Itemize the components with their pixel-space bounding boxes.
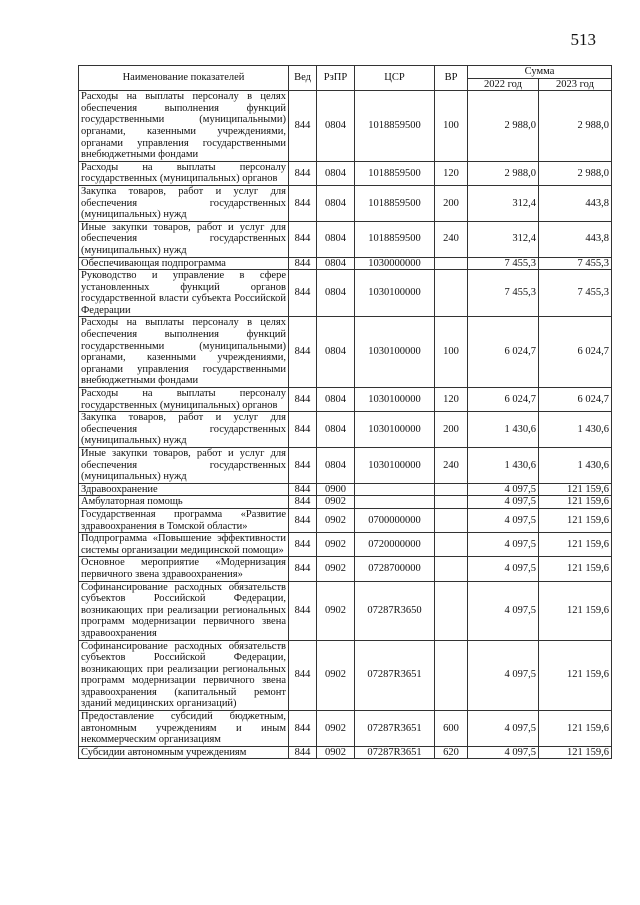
table-row [79,412,612,448]
cell-rzpr: 0902 [317,640,355,711]
cell-vr [435,557,468,581]
cell-2023: 443,8 [539,185,612,221]
header-ved: Вед [289,66,317,91]
cell-rzpr: 0902 [317,533,355,557]
cell-name: Закупка товаров, работ и услуг для обеспечения государственных (муниципальных) нужд [79,185,289,221]
budget-table [78,65,612,759]
table-row [79,533,612,557]
cell-ved: 844 [289,557,317,581]
cell-ved: 844 [289,257,317,270]
cell-vr: 100 [435,91,468,162]
cell-ved: 844 [289,746,317,759]
cell-csr [355,496,435,509]
table-row [79,257,612,270]
cell-2022: 6 024,7 [468,388,539,412]
cell-2022: 7 455,3 [468,270,539,317]
table-row [79,221,612,257]
table-header [79,66,612,91]
cell-ved: 844 [289,317,317,388]
cell-2023: 443,8 [539,221,612,257]
cell-2023: 2 988,0 [539,161,612,185]
cell-rzpr: 0804 [317,91,355,162]
cell-csr: 1030100000 [355,317,435,388]
cell-csr: 1018859500 [355,221,435,257]
cell-vr: 120 [435,161,468,185]
cell-vr: 100 [435,317,468,388]
table-row [79,640,612,711]
header-rzpr: РзПР [317,66,355,91]
cell-vr [435,483,468,496]
table-row [79,711,612,747]
cell-rzpr: 0804 [317,412,355,448]
table-body [79,91,612,759]
cell-2023: 121 159,6 [539,581,612,640]
cell-ved: 844 [289,448,317,484]
cell-2023: 121 159,6 [539,640,612,711]
cell-ved: 844 [289,533,317,557]
cell-name: Расходы на выплаты персоналу государственных (муниципальных) органов [79,388,289,412]
header-year-2023: 2023 год [539,78,612,91]
cell-2023: 121 159,6 [539,746,612,759]
cell-2022: 312,4 [468,185,539,221]
cell-2022: 4 097,5 [468,496,539,509]
table-row [79,448,612,484]
cell-csr: 1030100000 [355,388,435,412]
cell-2023: 6 024,7 [539,388,612,412]
cell-csr: 07287R3650 [355,581,435,640]
cell-ved: 844 [289,508,317,532]
cell-vr: 600 [435,711,468,747]
cell-2022: 4 097,5 [468,711,539,747]
cell-rzpr: 0902 [317,508,355,532]
cell-ved: 844 [289,270,317,317]
cell-csr: 1030000000 [355,257,435,270]
cell-name: Софинансирование расходных обязательств субъектов Российской Федерации, возникающих при реализации региональных программ модернизации первичного звена здравоохранения (капитальный ремонт зданий медицинских организаций) [79,640,289,711]
cell-rzpr: 0902 [317,496,355,509]
cell-csr: 1018859500 [355,91,435,162]
cell-2022: 4 097,5 [468,640,539,711]
cell-csr: 07287R3651 [355,640,435,711]
cell-2022: 4 097,5 [468,557,539,581]
cell-rzpr: 0804 [317,161,355,185]
table-row [79,557,612,581]
cell-name: Иные закупки товаров, работ и услуг для обеспечения государственных (муниципальных) нужд [79,448,289,484]
cell-2023: 7 455,3 [539,257,612,270]
cell-2022: 4 097,5 [468,483,539,496]
cell-vr [435,581,468,640]
cell-rzpr: 0804 [317,185,355,221]
table-row [79,270,612,317]
header-name: Наименование показателей [79,66,289,91]
table-row [79,161,612,185]
cell-2022: 4 097,5 [468,746,539,759]
cell-2022: 4 097,5 [468,508,539,532]
cell-vr [435,270,468,317]
cell-name: Руководство и управление в сфере установленных функций органов государственной власти субъекта Российской Федерации [79,270,289,317]
cell-2022: 4 097,5 [468,581,539,640]
table-row [79,508,612,532]
cell-ved: 844 [289,640,317,711]
cell-rzpr: 0804 [317,317,355,388]
cell-2022: 2 988,0 [468,161,539,185]
cell-vr: 200 [435,412,468,448]
cell-rzpr: 0902 [317,746,355,759]
cell-2023: 121 159,6 [539,557,612,581]
cell-2022: 4 097,5 [468,533,539,557]
cell-name: Софинансирование расходных обязательств субъектов Российской Федерации, возникающих при реализации региональных программ модернизации первичного звена здравоохранения [79,581,289,640]
cell-name: Основное мероприятие «Модернизация первичного звена здравоохранения» [79,557,289,581]
cell-2023: 121 159,6 [539,711,612,747]
cell-2023: 7 455,3 [539,270,612,317]
table-row [79,388,612,412]
header-sum: Сумма [468,66,612,79]
table-row [79,483,612,496]
cell-name: Расходы на выплаты персоналу государственных (муниципальных) органов [79,161,289,185]
table-row [79,581,612,640]
cell-name: Закупка товаров, работ и услуг для обеспечения государственных (муниципальных) нужд [79,412,289,448]
cell-name: Государственная программа «Развитие здравоохранения в Томской области» [79,508,289,532]
table-row [79,496,612,509]
table-row [79,185,612,221]
cell-name: Здравоохранение [79,483,289,496]
cell-2022: 1 430,6 [468,412,539,448]
cell-vr: 200 [435,185,468,221]
cell-ved: 844 [289,581,317,640]
cell-ved: 844 [289,221,317,257]
cell-csr: 0728700000 [355,557,435,581]
cell-name: Иные закупки товаров, работ и услуг для обеспечения государственных (муниципальных) нужд [79,221,289,257]
cell-vr [435,257,468,270]
cell-name: Расходы на выплаты персоналу в целях обеспечения выполнения функций государственными (муниципальными) органами, казенными учреждениями, органами управления государственными внебюджетными фондами [79,317,289,388]
cell-ved: 844 [289,91,317,162]
cell-name: Субсидии автономным учреждениям [79,746,289,759]
cell-2023: 2 988,0 [539,91,612,162]
cell-vr [435,640,468,711]
cell-vr: 120 [435,388,468,412]
cell-2023: 6 024,7 [539,317,612,388]
table-row [79,317,612,388]
cell-csr: 1030100000 [355,412,435,448]
cell-2023: 121 159,6 [539,483,612,496]
cell-2022: 7 455,3 [468,257,539,270]
cell-vr: 240 [435,448,468,484]
cell-ved: 844 [289,412,317,448]
cell-csr: 1030100000 [355,270,435,317]
cell-csr: 1030100000 [355,448,435,484]
cell-2023: 1 430,6 [539,412,612,448]
cell-rzpr: 0900 [317,483,355,496]
cell-rzpr: 0804 [317,388,355,412]
cell-name: Расходы на выплаты персоналу в целях обеспечения выполнения функций государственными (муниципальными) органами, казенными учреждениями, органами управления государственными внебюджетными фондами [79,91,289,162]
cell-rzpr: 0902 [317,557,355,581]
table-row [79,91,612,162]
cell-rzpr: 0902 [317,581,355,640]
cell-ved: 844 [289,388,317,412]
cell-ved: 844 [289,483,317,496]
cell-name: Предоставление субсидий бюджетным, автономным учреждениям и иным некоммерческим организациям [79,711,289,747]
cell-ved: 844 [289,711,317,747]
cell-vr [435,496,468,509]
header-csr: ЦСР [355,66,435,91]
cell-2023: 121 159,6 [539,508,612,532]
cell-ved: 844 [289,185,317,221]
cell-csr: 1018859500 [355,161,435,185]
page-number: 513 [570,30,596,49]
cell-csr: 0720000000 [355,533,435,557]
cell-2022: 312,4 [468,221,539,257]
cell-2022: 2 988,0 [468,91,539,162]
cell-rzpr: 0804 [317,221,355,257]
header-year-2022: 2022 год [468,78,539,91]
cell-2023: 1 430,6 [539,448,612,484]
cell-csr: 07287R3651 [355,711,435,747]
cell-vr [435,508,468,532]
table-row [79,746,612,759]
cell-name: Амбулаторная помощь [79,496,289,509]
cell-vr: 620 [435,746,468,759]
cell-ved: 844 [289,496,317,509]
cell-name: Обеспечивающая подпрограмма [79,257,289,270]
cell-2023: 121 159,6 [539,533,612,557]
cell-2022: 1 430,6 [468,448,539,484]
cell-name: Подпрограмма «Повышение эффективности системы организации медицинской помощи» [79,533,289,557]
cell-2022: 6 024,7 [468,317,539,388]
header-vr: ВР [435,66,468,91]
cell-csr: 0700000000 [355,508,435,532]
cell-vr: 240 [435,221,468,257]
cell-2023: 121 159,6 [539,496,612,509]
cell-rzpr: 0902 [317,711,355,747]
cell-csr [355,483,435,496]
cell-csr: 1018859500 [355,185,435,221]
cell-rzpr: 0804 [317,448,355,484]
cell-ved: 844 [289,161,317,185]
cell-rzpr: 0804 [317,270,355,317]
cell-vr [435,533,468,557]
cell-csr: 07287R3651 [355,746,435,759]
cell-rzpr: 0804 [317,257,355,270]
